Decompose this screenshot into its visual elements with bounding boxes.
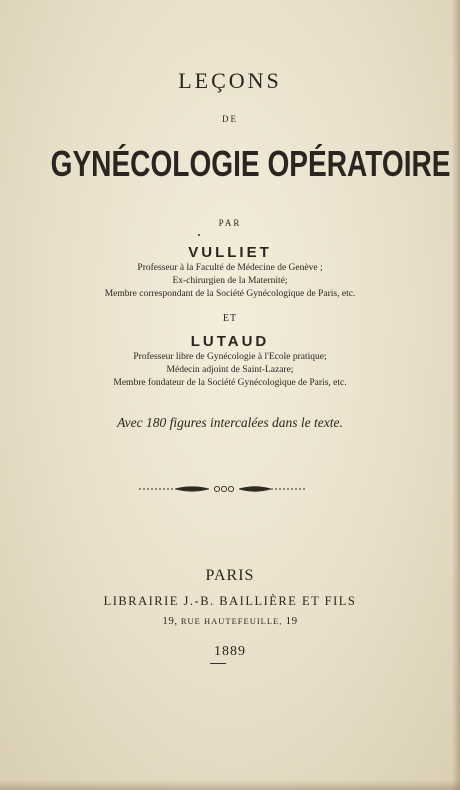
- page-edge-shadow: [452, 0, 460, 790]
- page-edge-shadow: [0, 780, 460, 790]
- address-number: 19,: [162, 615, 178, 627]
- imprint-publisher: LIBRAIRIE J.-B. BAILLIÈRE ET FILS: [103, 594, 357, 608]
- preposition-de: DE: [222, 114, 238, 124]
- affiliation-line: Membre fondateur de la Société Gynécologique de Paris, etc.: [113, 378, 347, 388]
- address-number: 19: [285, 615, 298, 627]
- affiliation-line: Professeur à la Faculté de Médecine de Genève ;: [137, 263, 323, 273]
- publication-year: 1889: [214, 644, 246, 659]
- author2-affiliations: [0, 351, 460, 390]
- flourish-icon: [137, 483, 307, 495]
- by-label: PAR: [218, 218, 242, 228]
- ink-dot: [198, 234, 200, 236]
- series-heading: LEÇONS: [178, 68, 282, 93]
- author1-affiliations: [0, 262, 460, 301]
- affiliation-line: Professeur libre de Gynécologie à l'Ecole pratique;: [133, 352, 327, 362]
- affiliation-line: Membre correspondant de la Société Gynécologique de Paris, etc.: [104, 289, 356, 299]
- author-name-vulliet: VULLIET: [188, 244, 272, 261]
- imprint-address: [0, 615, 460, 627]
- year-underline: [210, 663, 226, 664]
- book-title: GYNÉCOLOGIE OPÉRATOIRE: [50, 143, 451, 184]
- affiliation-line: Médecin adjoint de Saint-Lazare;: [166, 365, 294, 375]
- imprint-city: PARIS: [205, 567, 255, 584]
- address-street: RUE HAUTEFEUILLE,: [180, 616, 283, 626]
- figures-note: Avec 180 figures intercalées dans le texte.: [117, 415, 343, 430]
- author-name-lutaud: LUTAUD: [190, 333, 270, 350]
- and-label: ET: [222, 313, 238, 324]
- affiliation-line: Ex-chirurgien de la Maternité;: [172, 276, 288, 286]
